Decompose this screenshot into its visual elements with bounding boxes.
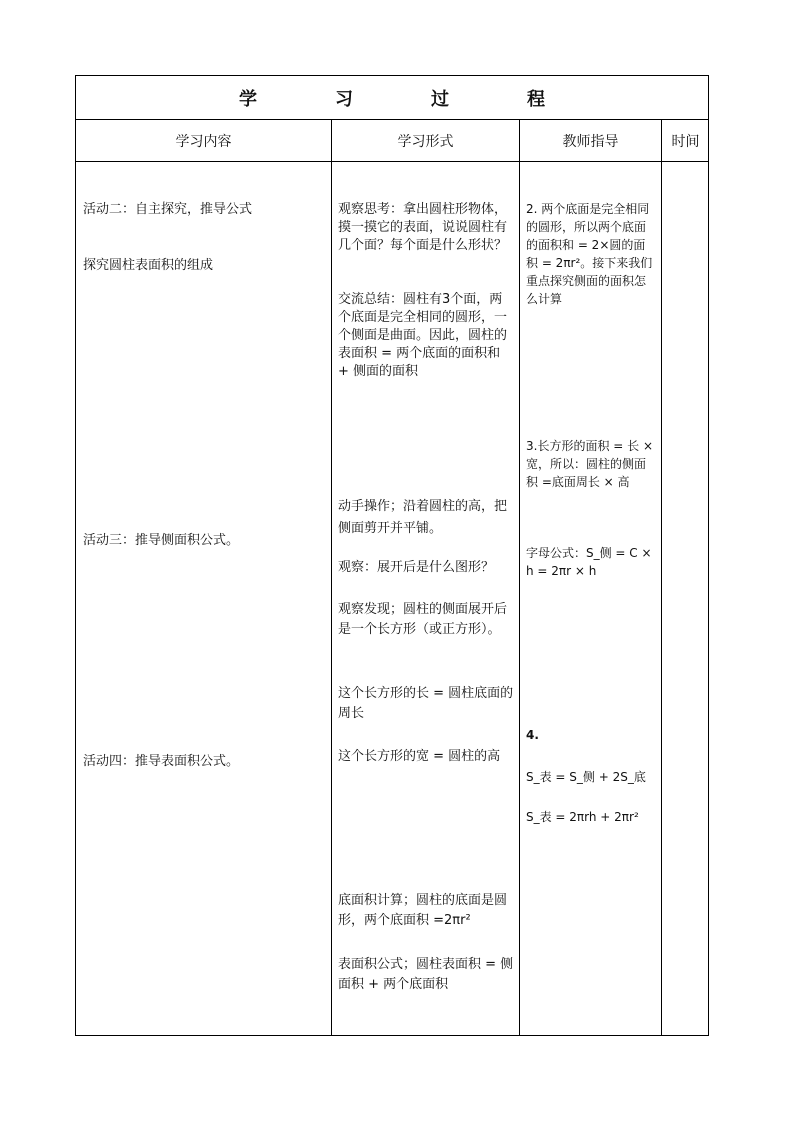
activity-4: 活动四：推导表面积公式。 (83, 754, 240, 769)
divider (519, 119, 520, 1035)
activity-2: 活动二：自主探究，推导公式 (83, 202, 253, 217)
explore-composition: 探究圆柱表面积的组成 (83, 258, 214, 273)
form-exchange-summary: 交流总结：圆柱有3个面，两个底面是完全相同的圆形，一个侧面是曲面。因此，圆柱的表面积 = 两个底面的面积和 + 侧面的面积 (338, 292, 508, 379)
guide-step-3: 3.长方形的面积 = 长 × 宽，所以：圆柱的侧面积 =底面周长 × 高 (526, 439, 654, 489)
lesson-table (75, 75, 709, 1036)
guide-step-2: 2. 两个底面是完全相同的圆形，所以两个底面的面积和 = 2×圆的面积 = 2πr²。接下来我们重点探究侧面的面积怎么计算 (526, 202, 653, 306)
guide-surface-formula: S_表 = S_侧 + 2S_底 (526, 770, 646, 784)
form-surface-formula: 表面积公式；圆柱表面积 = 侧面积 + 两个底面积 (338, 957, 514, 992)
form-observe: 观察：展开后是什么图形？ (338, 560, 495, 575)
activity-3: 活动三：推导侧面积公式。 (83, 533, 240, 548)
divider (661, 119, 662, 1035)
guide-step-4: 4. (526, 728, 539, 742)
divider (76, 161, 708, 162)
header-content: 学习内容 (175, 133, 232, 150)
form-rect-width: 这个长方形的宽 = 圆柱的高 (338, 749, 501, 764)
guide-surface-expanded: S_表 = 2πrh + 2πr² (526, 810, 639, 824)
form-hands-on: 动手操作；沿着圆柱的高，把侧面剪开并平铺。 (338, 499, 508, 536)
form-rect-length: 这个长方形的长 = 圆柱底面的周长 (338, 686, 514, 721)
form-discovery: 观察发现；圆柱的侧面展开后是一个长方形（或正方形）。 (338, 602, 508, 637)
header-form: 学习形式 (397, 133, 454, 150)
form-base-area: 底面积计算；圆柱的底面是圆形，两个底面积 =2πr² (338, 893, 508, 928)
header-guide: 教师指导 (562, 133, 619, 150)
table-title: 学 习 过 程 (239, 88, 575, 110)
guide-side-formula: 字母公式：S_侧 = C × h = 2πr × h (526, 546, 652, 578)
form-observe-think: 观察思考：拿出圆柱形物体，摸一摸它的表面，说说圆柱有几个面？每个面是什么形状？ (338, 202, 508, 253)
header-time: 时间 (671, 133, 700, 150)
divider (331, 119, 332, 1035)
